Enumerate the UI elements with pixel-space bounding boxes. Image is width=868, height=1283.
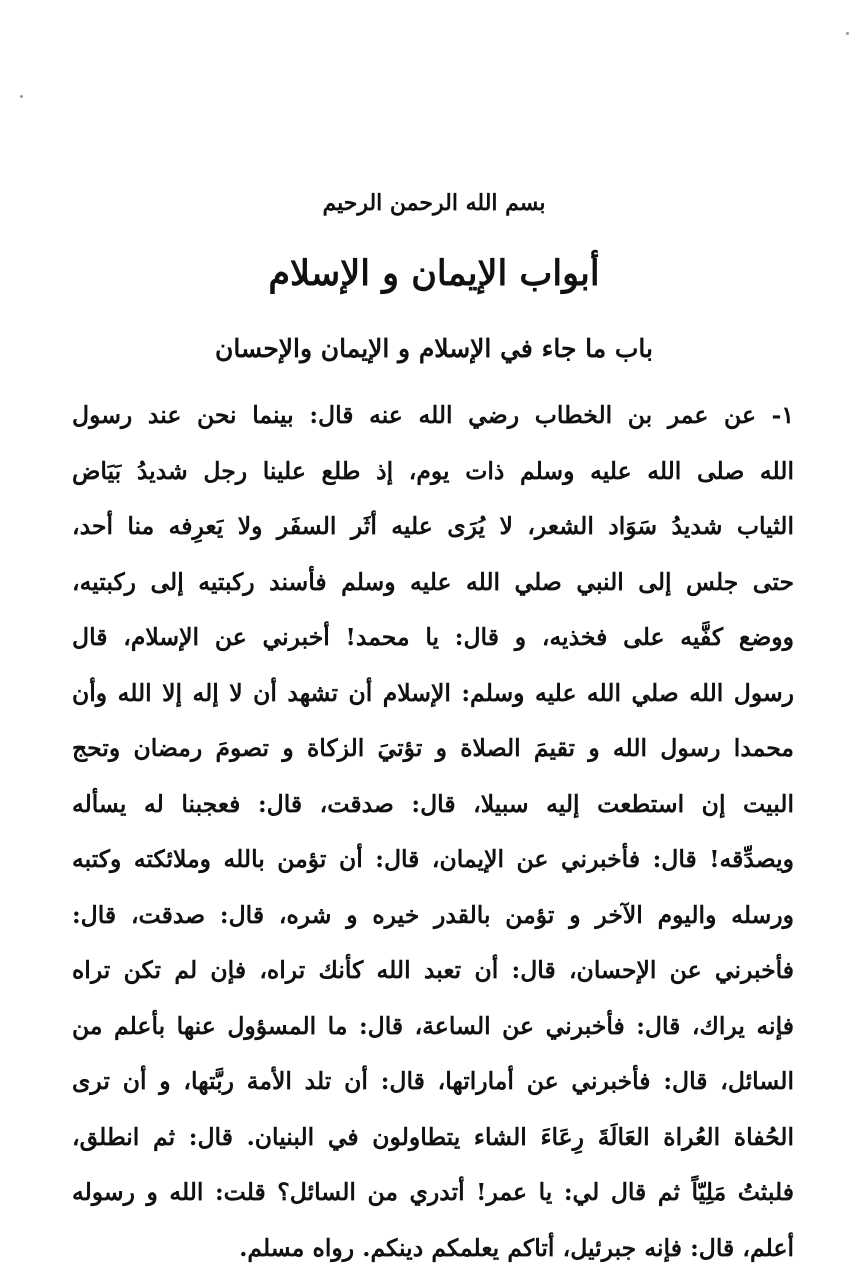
hadith-line: السائل، قال: فأخبرني عن أماراتها، قال: أن تلد الأمة ربَّتها، و أن ترى [72, 1061, 794, 1117]
hadith-line: فأخبرني عن الإحسان، قال: أن تعبد الله كأنك تراه، فإن لم تكن تراه [72, 950, 794, 1006]
book-title: أبواب الإيمان و الإسلام [0, 253, 868, 294]
hadith-line: فإنه يراك، قال: فأخبرني عن الساعة، قال: ما المسؤول عنها بأعلم من [72, 1006, 794, 1062]
hadith-line: الثياب شديدُ سَوَاد الشعر، لا يُرَى عليه أثَر السفَر ولا يَعرِفه منا أحد، [72, 506, 794, 562]
hadith-line: محمدا رسول الله و تقيمَ الصلاة و تؤتيَ الزكاة و تصومَ رمضان وتحج [72, 728, 794, 784]
hadith-text [72, 395, 794, 1283]
hadith-line: الله صلى الله عليه وسلم ذات يوم، إذ طلع علينا رجل شديدُ بَيَاض [72, 451, 794, 507]
hadith-line: ووضع كفَّيه على فخذيه، و قال: يا محمد! أخبرني عن الإسلام، قال [72, 617, 794, 673]
hadith-line: رسول الله صلي الله عليه وسلم: الإسلام أن تشهد أن لا إله إلا الله وأن [72, 673, 794, 729]
basmala: بسم الله الرحمن الرحيم [0, 190, 868, 216]
scan-speck [846, 32, 849, 35]
chapter-title: باب ما جاء في الإسلام و الإيمان والإحسان [0, 334, 868, 363]
hadith-line: الحُفاة العُراة العَالَةَ رِعَاءَ الشاء يتطاولون في البنيان. قال: ثم انطلق، [72, 1117, 794, 1173]
scan-speck [20, 95, 23, 98]
hadith-line: حتى جلس إلى النبي صلي الله عليه وسلم فأسند ركبتيه إلى ركبتيه، [72, 562, 794, 618]
hadith-line: البيت إن استطعت إليه سبيلا، قال: صدقت، قال: فعجبنا له يسأله [72, 784, 794, 840]
hadith-line: ١- عن عمر بن الخطاب رضي الله عنه قال: بينما نحن عند رسول [72, 395, 794, 451]
hadith-line: ورسله واليوم الآخر و تؤمن بالقدر خيره و شره، قال: صدقت، قال: [72, 895, 794, 951]
hadith-line: ويصدِّقه! قال: فأخبرني عن الإيمان، قال: أن تؤمن بالله وملائكته وكتبه [72, 839, 794, 895]
hadith-line: أعلم، قال: فإنه جبرئيل، أتاكم يعلمكم دينكم. رواه مسلم. [72, 1228, 794, 1283]
hadith-line: فلبثتُ مَلِيّاً ثم قال لي: يا عمر! أتدري من السائل؟ قلت: الله و رسوله [72, 1172, 794, 1228]
